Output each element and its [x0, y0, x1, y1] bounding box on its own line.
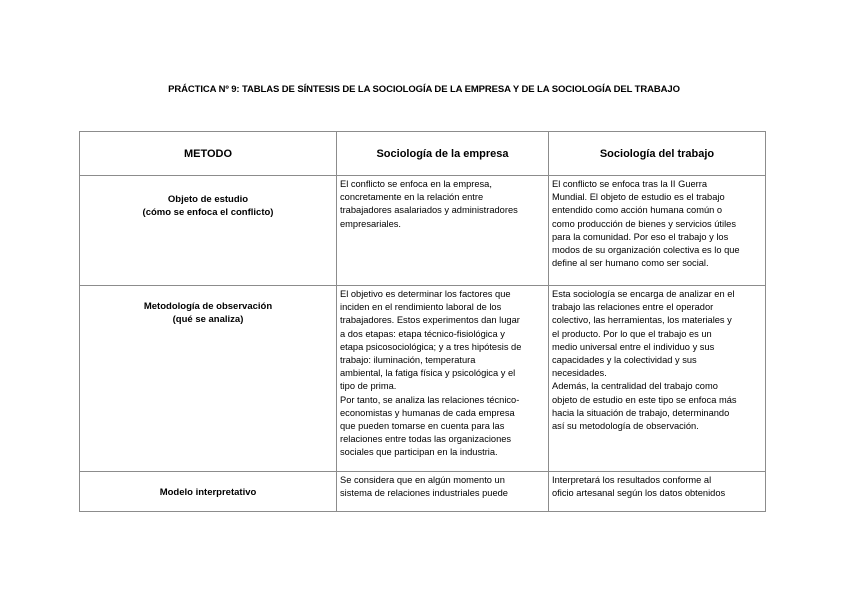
- table-row-metodologia: [80, 286, 766, 472]
- text-trabajo-metodologia: Esta sociología se encarga de analizar en el trabajo las relaciones entre el operador colectivo, las herramientas, los materiales y el producto. Por lo que el trabajo es un medio universal entre el individuo y sus capacidades y la colectividad y sus necesidades. Además, la centralidad del trabajo como objeto de estudio en este tipo se enfoca más hacia la situación de trabajo, determinando así su metodología de observación.: [552, 289, 737, 432]
- row-sublabel-objeto: (cómo se enfoca el conflicto): [142, 207, 274, 218]
- table-row-modelo-interpretativo: [80, 472, 766, 512]
- header-sociologia-trabajo: Sociología del trabajo: [549, 132, 766, 176]
- cell-empresa-objeto: [337, 176, 549, 286]
- row-sublabel-metodologia: (qué se analiza): [172, 314, 244, 325]
- text-trabajo-modelo: Interpretará los resultados conforme al oficio artesanal según los datos obtenidos: [552, 475, 726, 499]
- cell-empresa-modelo: [337, 472, 549, 512]
- header-sociologia-empresa: Sociología de la empresa: [337, 132, 549, 176]
- text-empresa-objeto: El conflicto se enfoca en la empresa, concretamente en la relación entre trabajadores asalariados y administradores empresariales.: [340, 179, 518, 229]
- header-metodo: METODO: [80, 132, 337, 176]
- cell-trabajo-modelo: [549, 472, 766, 512]
- row-label-metodologia: Metodología de observación: [143, 301, 273, 312]
- text-empresa-metodologia: El objetivo es determinar los factores que inciden en el rendimiento laboral de los trabajadores. Estos experimentos dan lugar a dos etapas: etapa técnico-fisiológica y etapa psicosociológica; y a tres hipótesis de trabajo: iluminación, temperatura ambiental, la fatiga física y psicológica y el tipo de prima. Por tanto, se analiza las relaciones técnico- economistas y humanas de cada empresa que pueden tomarse en cuenta para las relaciones entre todas las organizaciones sociales que participan en la industria.: [340, 289, 522, 458]
- table-header-row: [80, 132, 766, 176]
- cell-trabajo-metodologia: [549, 286, 766, 472]
- row-label-cell: [80, 472, 337, 512]
- cell-empresa-metodologia: [337, 286, 549, 472]
- synthesis-table: [79, 131, 766, 512]
- text-trabajo-objeto: El conflicto se enfoca tras la II Guerra Mundial. El objeto de estudio es el trabajo entendido como acción humana común o como producción de bienes y servicios útiles para la comunidad. Por eso el trabajo y los modos de su organización colectiva es lo que define al ser humano como ser social.: [552, 179, 740, 269]
- row-label-modelo: Modelo interpretativo: [159, 487, 257, 498]
- table-row-objeto-estudio: [80, 176, 766, 286]
- cell-trabajo-objeto: [549, 176, 766, 286]
- text-empresa-modelo: Se considera que en algún momento un sistema de relaciones industriales puede: [340, 475, 508, 499]
- row-label-cell: [80, 286, 337, 472]
- row-label-cell: [80, 176, 337, 286]
- row-label-objeto: Objeto de estudio: [167, 194, 249, 205]
- page-title: PRÁCTICA Nº 9: TABLAS DE SÍNTESIS DE LA SOCIOLOGÍA DE LA EMPRESA Y DE LA SOCIOLOGÍA DEL TRABAJO: [168, 84, 680, 95]
